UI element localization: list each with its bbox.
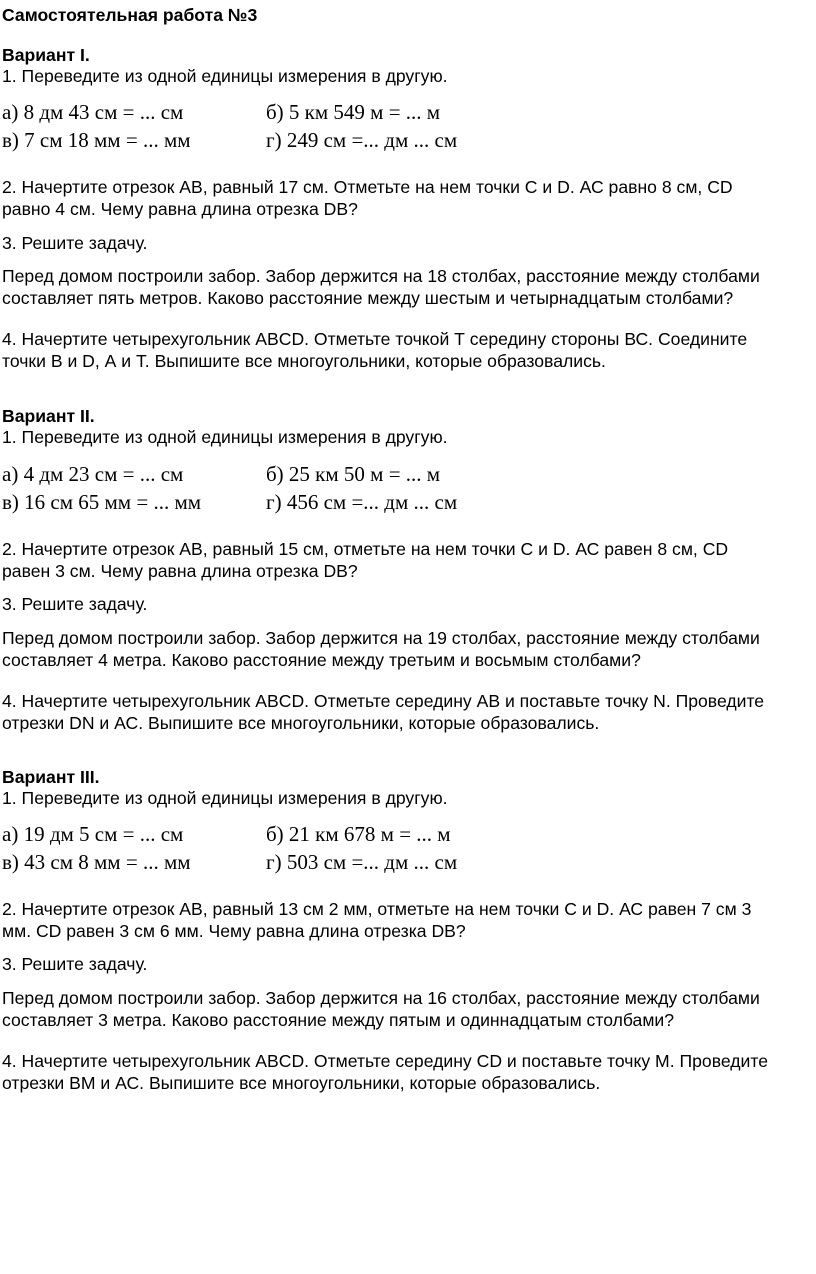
- variant-1-conv-g: г) 249 см =... дм ... см: [266, 128, 458, 152]
- variant-3-conv-g: г) 503 см =... дм ... см: [266, 850, 458, 874]
- variant-3-problem-line-1: Перед домом построили забор. Забор держится на 16 столбах, расстояние между столбами: [2, 988, 760, 1008]
- variant-3-conv-v: в) 43 см 8 мм = ... мм: [2, 850, 191, 874]
- variant-3-conv-b: б) 21 км 678 м = ... м: [266, 822, 451, 846]
- variant-2-task-1: 1. Переведите из одной единицы измерения в другую.: [2, 427, 448, 447]
- variant-2-task-2-line-2: равен 3 см. Чему равна длина отрезка DB?: [2, 561, 358, 581]
- variant-1-task-1: 1. Переведите из одной единицы измерения в другую.: [2, 66, 448, 86]
- variant-1-conv-v: в) 7 см 18 мм = ... мм: [2, 128, 191, 152]
- variant-2-heading: Вариант II.: [2, 406, 95, 426]
- variant-2-task-2-line-1: 2. Начертите отрезок АВ, равный 15 см, отметьте на нем точки С и D. АС равен 8 см, CD: [2, 539, 729, 559]
- variant-3-problem-line-2: составляет 3 метра. Каково расстояние между пятым и одиннадцатым столбами?: [2, 1010, 675, 1030]
- page-title: Самостоятельная работа №3: [2, 5, 258, 25]
- variant-3-conv-a: а) 19 дм 5 см = ... см: [2, 822, 184, 846]
- variant-1-heading: Вариант I.: [2, 45, 90, 65]
- variant-3-task-4-line-2: отрезки ВМ и АС. Выпишите все многоугольники, которые образовались.: [2, 1073, 601, 1093]
- variant-1-task-4-line-1: 4. Начертите четырехугольник ABCD. Отметьте точкой Т середину стороны ВС. Соедините: [2, 329, 748, 349]
- variant-2-conv-v: в) 16 см 65 мм = ... мм: [2, 490, 202, 514]
- variant-3-task-3: 3. Решите задачу.: [2, 954, 148, 974]
- variant-2-conv-a: а) 4 дм 23 см = ... см: [2, 462, 184, 486]
- variant-1-problem-line-1: Перед домом построили забор. Забор держится на 18 столбах, расстояние между столбами: [2, 266, 760, 286]
- variant-1-task-3: 3. Решите задачу.: [2, 233, 148, 253]
- variant-1-task-4-line-2: точки В и D, А и Т. Выпишите все многоугольники, которые образовались.: [2, 351, 606, 371]
- variant-2-conv-g: г) 456 см =... дм ... см: [266, 490, 458, 514]
- variant-2-task-4-line-1: 4. Начертите четырехугольник ABCD. Отметьте середину АВ и поставьте точку N. Проведите: [2, 691, 765, 711]
- variant-3-heading: Вариант III.: [2, 767, 100, 787]
- variant-2-problem-line-2: составляет 4 метра. Каково расстояние между третьим и восьмым столбами?: [2, 650, 641, 670]
- variant-1-problem-line-2: составляет пять метров. Каково расстояние между шестым и четырнадцатым столбами?: [2, 288, 734, 308]
- variant-2-conv-b: б) 25 км 50 м = ... м: [266, 462, 441, 486]
- variant-1-task-2-line-2: равно 4 см. Чему равна длина отрезка DB?: [2, 199, 358, 219]
- variant-3-task-4-line-1: 4. Начертите четырехугольник ABCD. Отметьте середину CD и поставьте точку M. Проведите: [2, 1051, 768, 1071]
- variant-1-conv-a: а) 8 дм 43 см = ... см: [2, 100, 184, 124]
- variant-3-task-2-line-1: 2. Начертите отрезок АВ, равный 13 см 2 мм, отметьте на нем точки С и D. АС равен 7 см 3: [2, 899, 752, 919]
- variant-3-task-1: 1. Переведите из одной единицы измерения в другую.: [2, 788, 448, 808]
- variant-2-task-4-line-2: отрезки DN и АС. Выпишите все многоугольники, которые образовались.: [2, 713, 600, 733]
- variant-2-problem-line-1: Перед домом построили забор. Забор держится на 19 столбах, расстояние между столбами: [2, 628, 760, 648]
- variant-1-task-2-line-1: 2. Начертите отрезок АВ, равный 17 см. Отметьте на нем точки С и D. АС равно 8 см, CD: [2, 177, 733, 197]
- variant-1-conv-b: б) 5 км 549 м = ... м: [266, 100, 441, 124]
- variant-2-task-3: 3. Решите задачу.: [2, 594, 148, 614]
- variant-3-task-2-line-2: мм. CD равен 3 см 6 мм. Чему равна длина отрезка DB?: [2, 921, 466, 941]
